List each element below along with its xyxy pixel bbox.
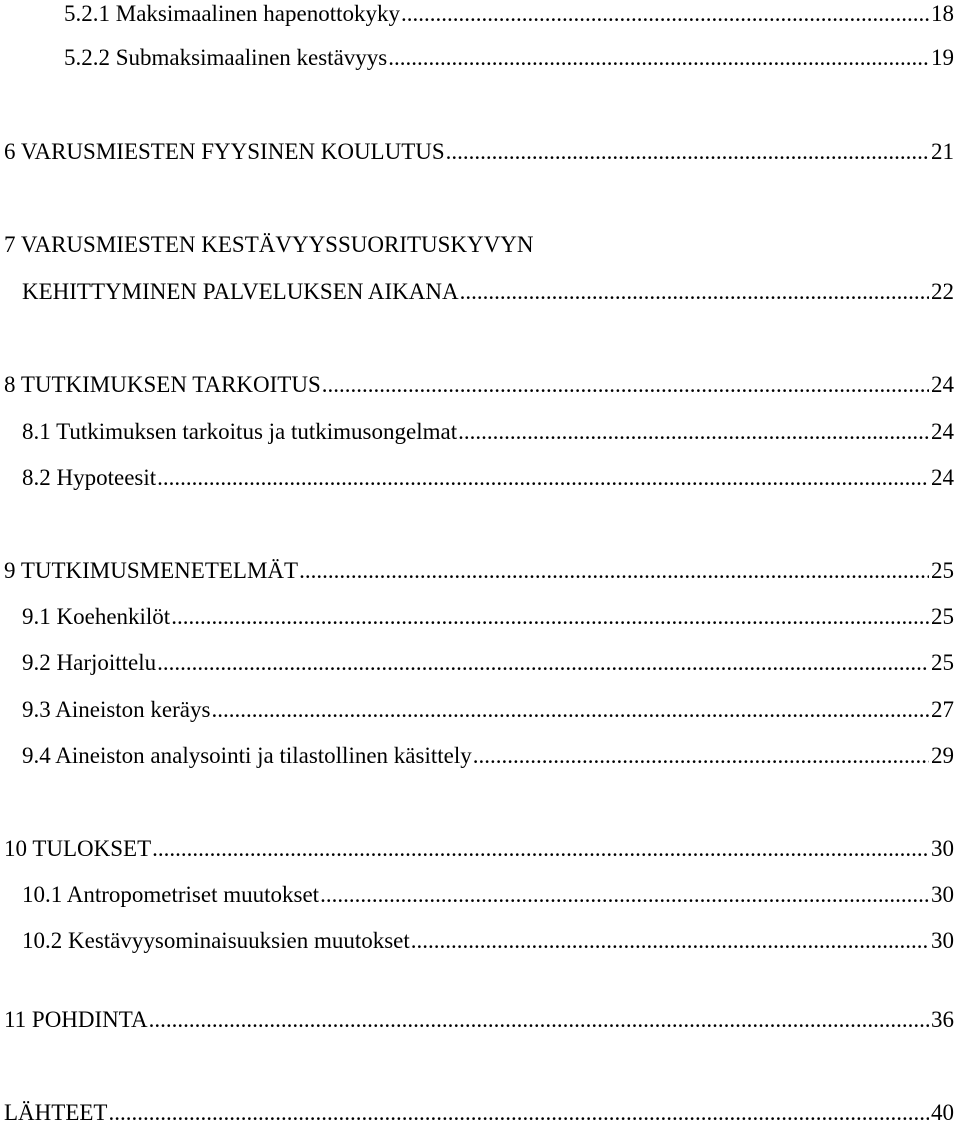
toc-leader-dots <box>473 742 929 770</box>
toc-entry <box>22 927 954 955</box>
toc-entry-title: 10.1 Antropometriset muutokset <box>22 882 320 907</box>
toc-entry <box>22 881 954 909</box>
toc-entry-title: 11 POHDINTA <box>4 1007 148 1032</box>
toc-entry <box>22 278 954 306</box>
toc-entry-page: 27 <box>931 697 954 722</box>
toc-entry-title: 6 VARUSMIESTEN FYYSINEN KOULUTUS <box>4 139 445 164</box>
toc-entry-page: 25 <box>931 604 954 629</box>
toc-leader-dots <box>401 0 929 28</box>
toc-entry-title: 10 TULOKSET <box>4 836 152 861</box>
toc-leader-dots <box>411 927 929 955</box>
toc-entry-page: 18 <box>931 1 954 26</box>
toc-entry <box>4 557 954 585</box>
toc-entry-title: KEHITTYMINEN PALVELUKSEN AIKANA <box>22 279 459 304</box>
toc-entry-title: 5.2.1 Maksimaalinen hapenottokyky <box>64 1 400 26</box>
toc-entry <box>4 1099 954 1127</box>
toc-entry-page: 24 <box>931 419 954 444</box>
toc-entry-title: 5.2.2 Submaksimaalinen kestävyys <box>64 45 388 70</box>
toc-leader-dots <box>388 44 929 72</box>
toc-entry-page: 25 <box>931 650 954 675</box>
toc-entry <box>64 0 954 28</box>
toc-entry <box>64 44 954 72</box>
toc-entry-page: 29 <box>931 743 954 768</box>
toc-entry-page: 22 <box>931 279 954 304</box>
toc-leader-dots <box>149 1006 929 1034</box>
toc-leader-dots <box>171 603 929 631</box>
toc-entry <box>22 742 954 770</box>
toc-leader-dots <box>108 1099 929 1127</box>
toc-entry <box>4 1006 954 1034</box>
toc-leader-dots <box>157 464 929 492</box>
toc-entry-page: 25 <box>931 558 954 583</box>
toc-entry-page: 40 <box>931 1100 954 1125</box>
toc-entry-page: 30 <box>931 882 954 907</box>
toc-entry <box>22 649 954 677</box>
toc-entry <box>4 371 954 399</box>
toc-entry-page: 24 <box>931 372 954 397</box>
toc-leader-dots <box>322 371 929 399</box>
toc-entry-title: 7 VARUSMIESTEN KESTÄVYYSSUORITUSKYVYN <box>4 232 534 257</box>
toc-leader-dots <box>460 278 929 306</box>
toc-leader-dots <box>157 649 929 677</box>
toc-leader-dots <box>320 881 929 909</box>
toc-entry <box>22 418 954 446</box>
toc-entry-page: 30 <box>931 836 954 861</box>
toc-entry-title: 8.1 Tutkimuksen tarkoitus ja tutkimusongelmat <box>22 419 458 444</box>
toc-entry-title: 10.2 Kestävyysominaisuuksien muutokset <box>22 928 410 953</box>
toc-entry <box>22 464 954 492</box>
toc-entry-page: 36 <box>931 1007 954 1032</box>
toc-entry-page: 19 <box>931 45 954 70</box>
toc-entry <box>4 138 954 166</box>
toc-leader-dots <box>299 557 929 585</box>
toc-entry-title: 9.2 Harjoittelu <box>22 650 157 675</box>
toc-leader-dots <box>446 138 929 166</box>
toc-entry-page: 30 <box>931 928 954 953</box>
toc-leader-dots <box>152 835 929 863</box>
toc-entry-title: 9 TUTKIMUSMENETELMÄT <box>4 558 299 583</box>
toc-entry <box>22 603 954 631</box>
toc-leader-dots <box>211 696 929 724</box>
toc-entry-page: 21 <box>931 139 954 164</box>
toc-leader-dots <box>458 418 929 446</box>
toc-entry <box>4 835 954 863</box>
toc-entry-title: LÄHTEET <box>4 1100 108 1125</box>
toc-entry-title: 9.4 Aineiston analysointi ja tilastollinen käsittely <box>22 743 472 768</box>
toc-entry-title: 8 TUTKIMUKSEN TARKOITUS <box>4 372 321 397</box>
toc-entry <box>22 696 954 724</box>
toc-entry-title: 9.3 Aineiston keräys <box>22 697 211 722</box>
toc-entry-title: 8.2 Hypoteesit <box>22 465 157 490</box>
toc-entry-title: 9.1 Koehenkilöt <box>22 604 171 629</box>
toc-entry-page: 24 <box>931 465 954 490</box>
